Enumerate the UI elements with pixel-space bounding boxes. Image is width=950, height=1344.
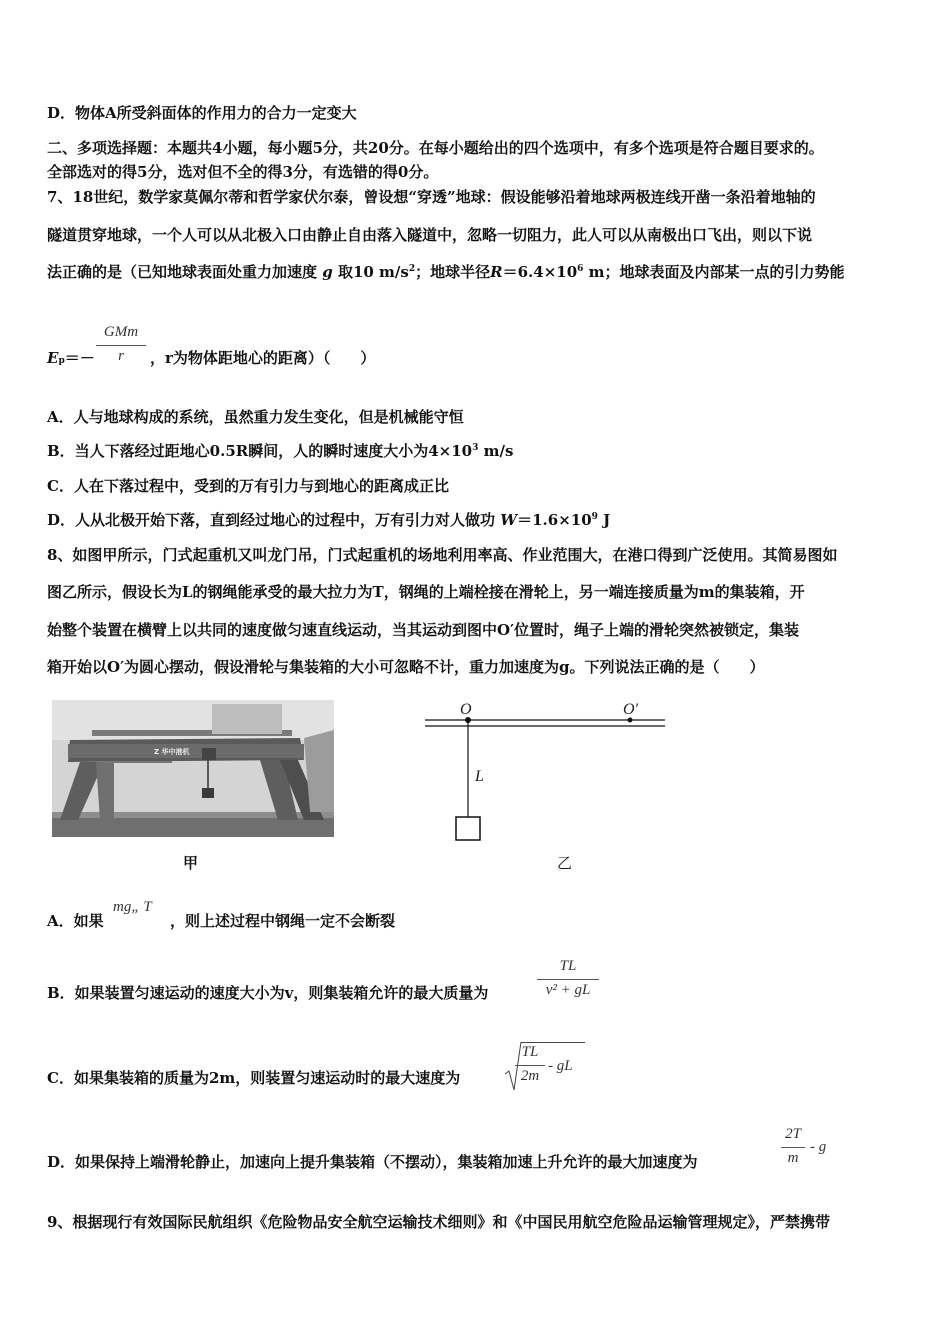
q7-line1: 7、18世纪，数学家莫佩尔蒂和哲学家伏尔泰，曾设想“穿透”地球：假设能够沿着地球两极连线开凿一条沿着地轴的 xyxy=(47,188,816,206)
diagram-label-o: O xyxy=(460,701,472,718)
q8-option-d-tail: - g xyxy=(810,1139,827,1155)
q7-option-c: C．人在下落过程中，受到的万有引力与到地心的距离成正比 xyxy=(47,477,449,495)
q7-option-a: A．人与地球构成的系统，虽然重力发生变化，但是机械能守恒 xyxy=(47,408,464,426)
figure-caption-yi: 乙 xyxy=(557,854,573,872)
q8-option-c-tail: - gL xyxy=(548,1058,573,1074)
q7-option-d: D．人从北极开始下落，直到经过地心的过程中，万有引力对人做功 $W=1.6\times 10^9$ J xyxy=(47,511,611,529)
section2-instructions-2: 全部选对的得5分，选对但不全的得3分，有选错的得0分。 xyxy=(47,163,439,181)
q9-line1: 9、根据现行有效国际民航组织《危险物品安全航空运输技术细则》和《中国民用航空危险品运输管理规定》，严禁携带 xyxy=(47,1213,830,1231)
q8-option-a-tail: ，则上述过程中钢绳一定不会断裂 xyxy=(170,912,396,930)
q8-option-d: D．如果保持上端滑轮静止，加速向上提升集装箱（不摆动），集装箱加速上升允许的最大加速度为 xyxy=(47,1153,698,1171)
q8-option-a: A．如果 xyxy=(47,912,104,930)
q8-line1: 8、如图甲所示，门式起重机又叫龙门吊，门式起重机的场地利用率高、作业范围大，在港口得到广泛使用。其简易图如 xyxy=(47,546,838,564)
gantry-crane-photo xyxy=(52,700,334,837)
q8-line4: 箱开始以O′为圆心摆动，假设滑轮与集装箱的大小可忽略不计，重力加速度为g。下列说法正确的是（ ） xyxy=(47,658,765,676)
q8-line3: 始整个装置在横臂上以共同的速度做匀速直线运动，当其运动到图中O′位置时，绳子上端的滑轮突然被锁定，集装 xyxy=(47,621,800,639)
diagram-label-o-prime: O′ xyxy=(623,701,639,718)
section2-instructions-1: 二、多项选择题：本题共4小题，每小题5分，共20分。在每小题给出的四个选项中，有多个选项是符合题目要求的。 xyxy=(47,139,824,157)
figure-caption-jia: 甲 xyxy=(183,854,199,872)
q8-line2: 图乙所示，假设长为L的钢绳能承受的最大拉力为T，钢绳的上端栓接在滑轮上，另一端连接质量为m的集装箱，开 xyxy=(47,583,805,601)
crane-diagram xyxy=(420,695,670,850)
q8-option-b: B．如果装置匀速运动的速度大小为v，则集装箱允许的最大质量为 xyxy=(47,984,489,1002)
q7-ep-formula: Ep＝－ xyxy=(47,349,95,367)
q8-option-b-fraction: TL v² + gL xyxy=(537,958,599,1006)
q8-option-a-math: mg„ T xyxy=(113,899,152,915)
q8-option-c-fraction: TL 2m xyxy=(515,1044,545,1092)
crane-sign-text: Z 华中港机 xyxy=(154,748,190,756)
q8-option-c: C．如果集装箱的质量为2m，则装置匀速运动时的最大速度为 xyxy=(47,1069,461,1087)
q7-ep-tail: ，r为物体距地心的距离）（ ） xyxy=(150,349,376,367)
q7-ep-fraction: GMm r xyxy=(96,324,146,372)
q7-option-b: B．当人下落经过距地心0.5R瞬间，人的瞬时速度大小为$4\times 10^3$ m/s xyxy=(47,442,514,460)
q7-line3: 法正确的是（已知地球表面处重力加速度 g 取10 $m/s^2$；地球半径$R=6.4\times 10^6$ m；地球表面及内部某一点的引力势能 xyxy=(47,263,845,281)
diagram-label-l: L xyxy=(475,768,484,785)
q7-line2: 隧道贯穿地球，一个人可以从北极入口由静止自由落入隧道中，忽略一切阻力，此人可以从南极出口飞出，则以下说 xyxy=(47,226,813,244)
sqrt-overline xyxy=(521,1042,585,1043)
prev-option-d: D．物体A所受斜面体的作用力的合力一定变大 xyxy=(47,104,357,122)
q8-option-d-fraction: 2T m xyxy=(781,1126,805,1174)
